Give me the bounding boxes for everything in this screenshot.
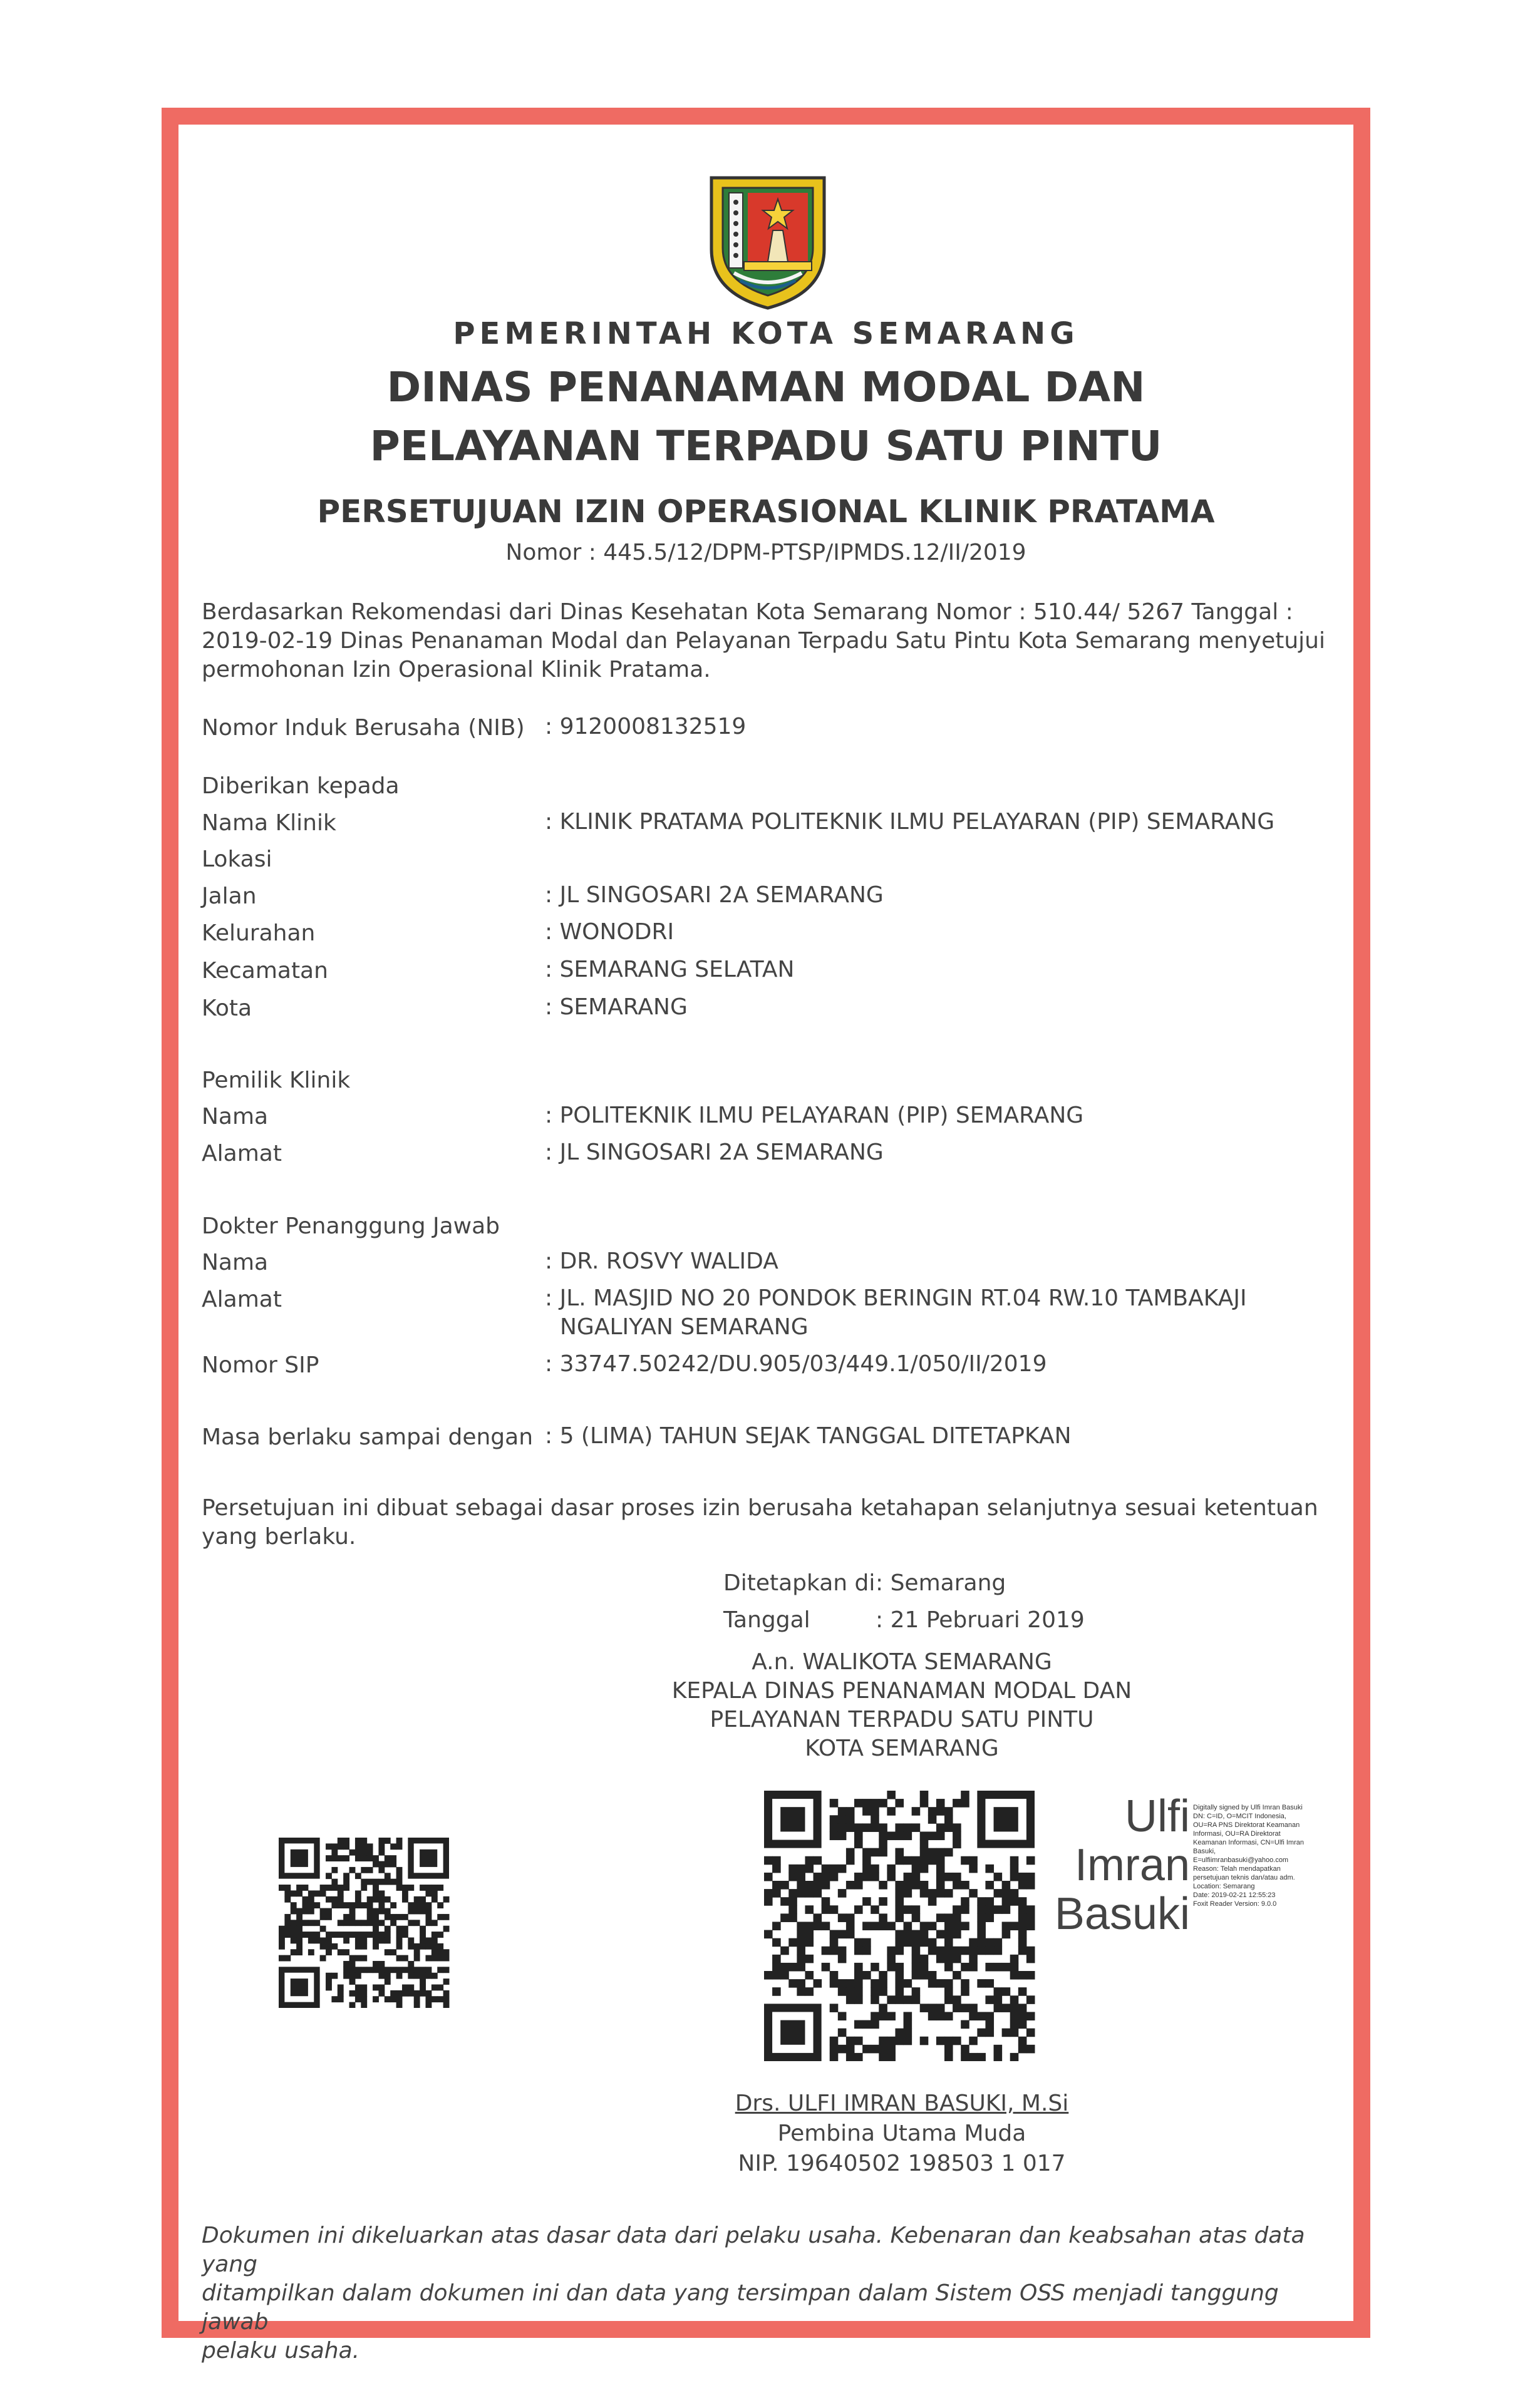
- position-line-1: KEPALA DINAS PENANAMAN MODAL DAN: [671, 1678, 1132, 1704]
- signer-nip: NIP. 19640502 198503 1 017: [738, 2151, 1066, 2176]
- position-line-3: KOTA SEMARANG: [805, 1736, 999, 1761]
- nib-label: Nomor Induk Berusaha (NIB): [202, 715, 525, 741]
- set-in-label: Ditetapkan di: [723, 1570, 876, 1596]
- qr-code-left: [279, 1838, 454, 2008]
- digital-signature-detail-line: Date: 2019-02-21 12:55:23: [1193, 1891, 1276, 1899]
- set-in-value: : Semarang: [876, 1570, 1006, 1596]
- doctor-name-label: Nama: [202, 1250, 269, 1275]
- digital-signature-detail-line: Location: Semarang: [1193, 1883, 1255, 1890]
- digital-signature-detail-line: OU=RA PNS Direktorat Keamanan: [1193, 1821, 1300, 1829]
- document-title: PERSETUJUAN IZIN OPERASIONAL KLINIK PRATAMA: [317, 493, 1215, 530]
- doctor-name-value: : DR. ROSVY WALIDA: [545, 1248, 778, 1274]
- clinic-name-value: : KLINIK PRATAMA POLITEKNIK ILMU PELAYARAN (PIP) SEMARANG: [545, 809, 1275, 835]
- nib-value: : 9120008132519: [545, 714, 747, 739]
- digital-signature-details: [1193, 1803, 1343, 1908]
- closing-paragraph: [202, 1494, 1329, 1551]
- owner-heading: Pemilik Klinik: [202, 1068, 351, 1093]
- owner-name-value: : POLITEKNIK ILMU PELAYARAN (PIP) SEMARANG: [545, 1103, 1084, 1128]
- signer-identity-block: [651, 2089, 1152, 2179]
- validity-value: : 5 (LIMA) TAHUN SEJAK TANGGAL DITETAPKAN: [545, 1423, 1072, 1449]
- qr-code-icon: [279, 1838, 454, 2008]
- qr-code-right: [764, 1791, 1040, 2061]
- closing-line-2: yang berlaku.: [202, 1524, 356, 1550]
- semarang-city-crest-icon: [706, 174, 829, 312]
- digital-signature-detail-line: Informasi, OU=RA Direktorat: [1193, 1830, 1281, 1838]
- city-value: : SEMARANG: [545, 994, 688, 1020]
- intro-line-1: Berdasarkan Rekomendasi dari Dinas Kesehatan Kota Semarang Nomor : 510.44/ 5267 Tanggal :: [202, 599, 1293, 625]
- village-label: Kelurahan: [202, 920, 316, 946]
- owner-address-label: Alamat: [202, 1141, 282, 1166]
- on-behalf-line: A.n. WALIKOTA SEMARANG: [752, 1649, 1052, 1675]
- city-label: Kota: [202, 996, 252, 1021]
- digital-signature-detail-line: E=ulfiimranbasuki@yahoo.com: [1193, 1856, 1289, 1864]
- government-heading: PEMERINTAH KOTA SEMARANG: [453, 316, 1079, 351]
- qr-code-icon: [764, 1791, 1040, 2061]
- document-number: Nomor : 445.5/12/DPM-PTSP/IPMDS.12/II/2019: [505, 540, 1026, 565]
- digital-name-line-3: Basuki: [1054, 1889, 1190, 1939]
- digital-signature-detail-line: persetujuan teknis dan/atau adm.: [1193, 1874, 1295, 1881]
- signer-rank: Pembina Utama Muda: [777, 2121, 1026, 2146]
- sip-label: Nomor SIP: [202, 1352, 319, 1378]
- street-value: : JL SINGOSARI 2A SEMARANG: [545, 882, 884, 908]
- digital-signature-detail-line: Reason: Telah mendapatkan: [1193, 1865, 1281, 1873]
- digital-name-line-1: Ulfi: [1125, 1791, 1190, 1841]
- office-title-line1: DINAS PENANAMAN MODAL DAN: [386, 363, 1145, 411]
- digital-signature-name: [1046, 1792, 1190, 1938]
- signer-name: Drs. ULFI IMRAN BASUKI, M.Si: [735, 2091, 1069, 2116]
- doctor-address-line-1: : JL. MASJID NO 20 PONDOK BERINGIN RT.04 RW.10 TAMBAKAJI: [545, 1285, 1247, 1311]
- digital-signature-detail-line: Basuki,: [1193, 1848, 1216, 1855]
- intro-line-3: permohonan Izin Operasional Klinik Pratama.: [202, 657, 711, 682]
- location-heading: Lokasi: [202, 846, 272, 872]
- position-line-2: PELAYANAN TERPADU SATU PINTU: [710, 1707, 1094, 1732]
- village-value: : WONODRI: [545, 919, 674, 945]
- doctor-address-value: [545, 1284, 1328, 1342]
- disclaimer-line-3: pelaku usaha.: [202, 2338, 360, 2364]
- date-value: : 21 Pebruari 2019: [876, 1607, 1085, 1633]
- owner-address-value: : JL SINGOSARI 2A SEMARANG: [545, 1140, 884, 1165]
- doctor-address-label: Alamat: [202, 1287, 282, 1312]
- date-label: Tanggal: [723, 1607, 810, 1633]
- digital-signature-detail-line: Keamanan Informasi, CN=Ulfi Imran: [1193, 1839, 1304, 1846]
- district-label: Kecamatan: [202, 958, 328, 984]
- validity-label: Masa berlaku sampai dengan: [202, 1424, 534, 1450]
- doctor-heading: Dokter Penanggung Jawab: [202, 1213, 500, 1239]
- district-value: : SEMARANG SELATAN: [545, 957, 795, 982]
- clinic-name-label: Nama Klinik: [202, 810, 336, 836]
- disclaimer-line-2: ditampilkan dalam dokumen ini dan data yang tersimpan dalam Sistem OSS menjadi tanggung jawab: [202, 2280, 1279, 2335]
- doctor-address-line-2: NGALIYAN SEMARANG: [560, 1314, 809, 1340]
- closing-line-1: Persetujuan ini dibuat sebagai dasar proses izin berusaha ketahapan selanjutnya sesuai ketentuan: [202, 1495, 1318, 1521]
- disclaimer-footer: [202, 2221, 1329, 2365]
- given-to-heading: Diberikan kepada: [202, 773, 400, 799]
- digital-signature-detail-line: Digitally signed by Ulfi Imran Basuki: [1193, 1804, 1303, 1811]
- intro-paragraph: [202, 598, 1329, 684]
- digital-name-line-2: Imran: [1074, 1840, 1190, 1890]
- owner-name-label: Nama: [202, 1104, 269, 1129]
- digital-signature-detail-line: DN: C=ID, O=MCIT Indonesia,: [1193, 1813, 1286, 1820]
- office-title-line2: PELAYANAN TERPADU SATU PINTU: [370, 422, 1162, 470]
- intro-line-2: 2019-02-19 Dinas Penanaman Modal dan Pelayanan Terpadu Satu Pintu Kota Semarang menyetujui: [202, 628, 1325, 654]
- sip-value: : 33747.50242/DU.905/03/449.1/050/II/2019: [545, 1351, 1047, 1377]
- signer-position-block: [651, 1648, 1152, 1763]
- digital-signature-detail-line: Foxit Reader Version: 9.0.0: [1193, 1900, 1277, 1908]
- street-label: Jalan: [202, 883, 257, 909]
- disclaimer-line-1: Dokumen ini dikeluarkan atas dasar data dari pelaku usaha. Kebenaran dan keabsahan atas data yang: [202, 2223, 1305, 2277]
